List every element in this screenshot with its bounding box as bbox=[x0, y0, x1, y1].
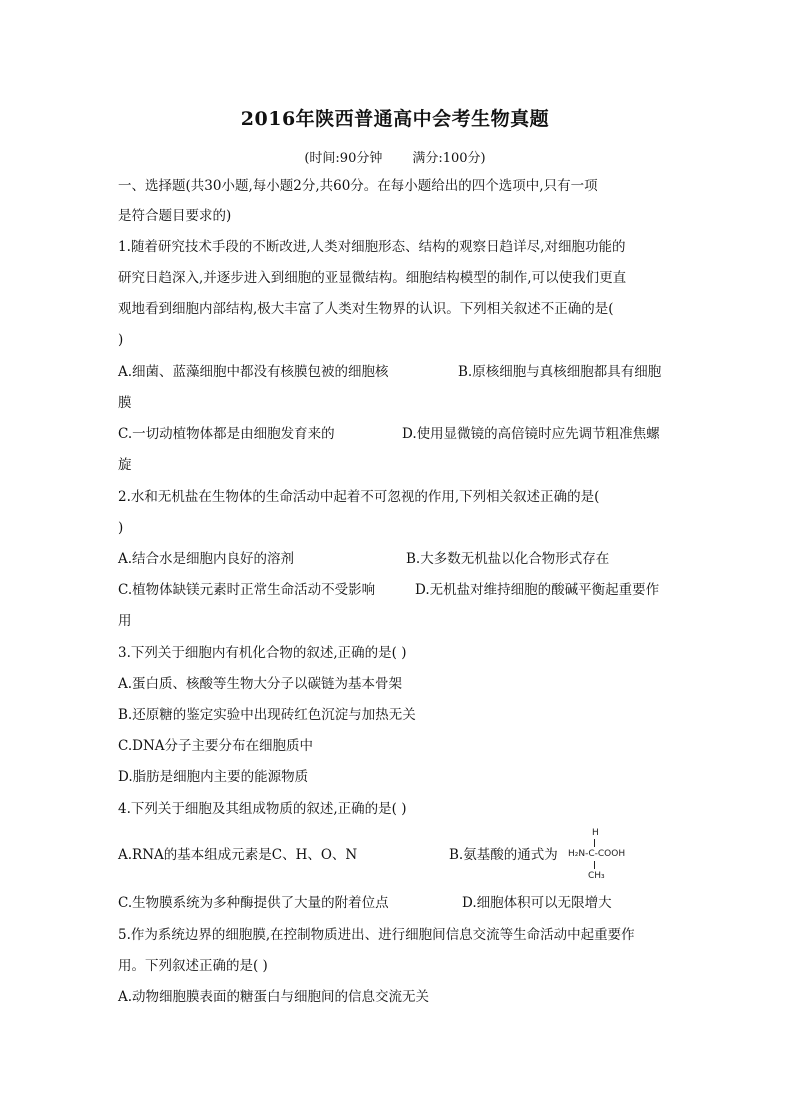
q1-option-b-cont: 膜 bbox=[118, 395, 132, 411]
q1-stem-line4: ) bbox=[118, 332, 124, 348]
q3-option-d: D.脂肪是细胞内主要的能源物质 bbox=[118, 769, 309, 785]
formula-bond-bottom bbox=[594, 861, 595, 869]
q5-stem-line1: 5.作为系统边界的细胞膜,在控制物质进出、进行细胞间信息交流等生命活动中起重要作 bbox=[118, 927, 635, 943]
q5-stem-line2: 用。下列叙述正确的是( ) bbox=[118, 958, 268, 974]
amino-acid-formula bbox=[568, 828, 648, 884]
q1-option-d: D.使用显微镜的高倍镜时应先调节粗准焦螺 bbox=[402, 426, 660, 442]
q2-option-d: D.无机盐对维持细胞的酸碱平衡起重要作 bbox=[415, 582, 660, 598]
formula-top-h: H bbox=[592, 828, 599, 838]
exam-score: 满分:100分) bbox=[412, 151, 486, 166]
q2-option-b: B.大多数无机盐以化合物形式存在 bbox=[406, 551, 610, 567]
q4-option-a: A.RNA的基本组成元素是C、H、O、N bbox=[118, 847, 358, 863]
q2-option-d-cont: 用 bbox=[118, 613, 132, 629]
q1-stem-line1: 1.随着研究技术手段的不断改进,人类对细胞形态、结构的观察日趋详尽,对细胞功能的 bbox=[118, 239, 626, 255]
q1-option-b: B.原核细胞与真核细胞都具有细胞 bbox=[458, 364, 662, 380]
section-instructions-line2: 是符合题目要求的) bbox=[118, 208, 232, 224]
exam-info bbox=[0, 147, 790, 166]
q5-option-a: A.动物细胞膜表面的糖蛋白与细胞间的信息交流无关 bbox=[118, 989, 430, 1005]
q3-option-c: C.DNA分子主要分布在细胞质中 bbox=[118, 738, 314, 754]
q3-option-b: B.还原糖的鉴定实验中出现砖红色沉淀与加热无关 bbox=[118, 707, 416, 723]
formula-bond-top bbox=[594, 839, 595, 847]
q4-stem: 4.下列关于细胞及其组成物质的叙述,正确的是( ) bbox=[118, 801, 407, 817]
q2-option-c: C.植物体缺镁元素时正常生命活动不受影响 bbox=[118, 582, 376, 598]
q2-stem-line1: 2.水和无机盐在生物体的生命活动中起着不可忽视的作用,下列相关叙述正确的是( bbox=[118, 489, 600, 505]
page-title: 2016年陕西普通高中会考生物真题 bbox=[240, 108, 550, 130]
q4-option-b: B.氨基酸的通式为 bbox=[449, 847, 558, 863]
q1-option-d-cont: 旋 bbox=[118, 457, 132, 473]
q3-option-a: A.蛋白质、核酸等生物大分子以碳链为基本骨架 bbox=[118, 676, 403, 692]
q1-stem-line3: 观地看到细胞内部结构,极大丰富了人类对生物界的认识。下列相关叙述不正确的是( bbox=[118, 301, 614, 317]
exam-time: (时间:90分钟 bbox=[304, 151, 383, 166]
section-instructions-line1: 一、选择题(共30小题,每小题2分,共60分。在每小题给出的四个选项中,只有一项 bbox=[118, 178, 598, 194]
formula-main: H₂N-C-COOH bbox=[568, 849, 626, 859]
q1-stem-line2: 研究日趋深入,并逐步进入到细胞的亚显微结构。细胞结构模型的制作,可以使我们更直 bbox=[118, 270, 627, 286]
q1-option-a: A.细菌、蓝藻细胞中都没有核膜包被的细胞核 bbox=[118, 364, 389, 380]
formula-bottom-ch3: CH₃ bbox=[588, 871, 605, 881]
q2-stem-line2: ) bbox=[118, 520, 124, 536]
q3-stem: 3.下列关于细胞内有机化合物的叙述,正确的是( ) bbox=[118, 645, 407, 661]
q1-option-c: C.一切动植物体都是由细胞发育来的 bbox=[118, 426, 335, 442]
q4-option-d: D.细胞体积可以无限增大 bbox=[462, 895, 612, 911]
q2-option-a: A.结合水是细胞内良好的溶剂 bbox=[118, 551, 295, 567]
q4-option-c: C.生物膜系统为多种酶提供了大量的附着位点 bbox=[118, 895, 389, 911]
